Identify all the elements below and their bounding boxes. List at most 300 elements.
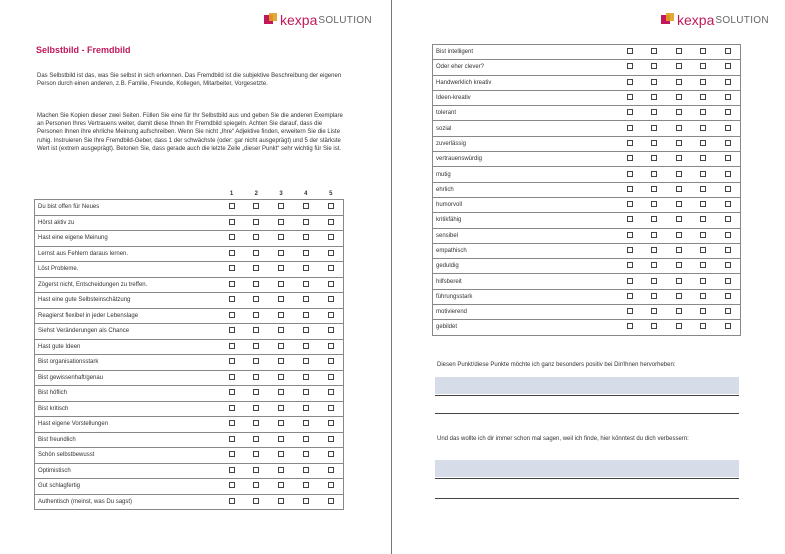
item-label: Hast gute Ideen (35, 339, 220, 355)
checkbox[interactable] (278, 482, 284, 488)
checkbox[interactable] (229, 498, 235, 504)
rating-cell (617, 167, 642, 182)
table-row (35, 370, 344, 386)
rating-cell (244, 417, 269, 433)
checkbox[interactable] (278, 312, 284, 318)
rating-cell (691, 305, 716, 320)
checkbox[interactable] (676, 125, 682, 131)
item-label: geduldig (433, 259, 618, 274)
checkbox[interactable] (328, 343, 334, 349)
checkbox[interactable] (278, 358, 284, 364)
checkbox[interactable] (700, 171, 706, 177)
rating-cell (642, 45, 667, 60)
checkbox[interactable] (700, 94, 706, 100)
self-rating-table (34, 189, 344, 510)
checkbox[interactable] (651, 201, 657, 207)
rating-cell (715, 197, 740, 212)
rating-cell (269, 200, 294, 216)
checkbox[interactable] (700, 186, 706, 192)
checkbox[interactable] (627, 216, 633, 222)
checkbox[interactable] (253, 420, 259, 426)
checkbox[interactable] (328, 374, 334, 380)
rating-cell (666, 305, 691, 320)
rating-cell (691, 60, 716, 75)
rating-cell (269, 370, 294, 386)
checkbox[interactable] (627, 48, 633, 54)
table-row (35, 231, 344, 247)
rating-cell (666, 106, 691, 121)
checkbox[interactable] (651, 94, 657, 100)
checkbox[interactable] (651, 247, 657, 253)
checkbox[interactable] (303, 482, 309, 488)
rating-cell (293, 479, 318, 495)
rating-cell (666, 167, 691, 182)
rating-cell (244, 324, 269, 340)
rating-cell (219, 355, 244, 371)
rating-cell (691, 274, 716, 289)
checkbox[interactable] (627, 308, 633, 314)
rating-cell (715, 274, 740, 289)
table-row (433, 121, 741, 136)
checkbox[interactable] (700, 308, 706, 314)
checkbox[interactable] (676, 262, 682, 268)
checkbox[interactable] (725, 125, 731, 131)
checkbox[interactable] (328, 219, 334, 225)
checkbox[interactable] (700, 155, 706, 161)
checkbox[interactable] (328, 498, 334, 504)
rating-cell (269, 494, 294, 510)
rating-cell (666, 75, 691, 90)
item-label: Gut schlagfertig (35, 479, 220, 495)
checkbox[interactable] (651, 109, 657, 115)
checkbox[interactable] (229, 467, 235, 473)
checkbox[interactable] (328, 327, 334, 333)
checkbox[interactable] (253, 389, 259, 395)
table-row (35, 417, 344, 433)
rating-cell (617, 90, 642, 105)
rating-cell (642, 228, 667, 243)
checkbox[interactable] (253, 451, 259, 457)
answer-line[interactable] (435, 413, 739, 414)
checkbox[interactable] (676, 94, 682, 100)
rating-cell (666, 289, 691, 304)
checkbox[interactable] (229, 482, 235, 488)
checkbox[interactable] (725, 247, 731, 253)
checkbox[interactable] (676, 186, 682, 192)
checkbox[interactable] (651, 262, 657, 268)
rating-cell (642, 60, 667, 75)
table-row (433, 90, 741, 105)
checkbox[interactable] (328, 296, 334, 302)
checkbox[interactable] (725, 323, 731, 329)
checkbox[interactable] (676, 232, 682, 238)
checkbox[interactable] (303, 312, 309, 318)
item-label: Lernst aus Fehlern daraus lernen. (35, 246, 220, 262)
table-row (433, 45, 741, 60)
checkbox[interactable] (676, 140, 682, 146)
rating-cell (318, 324, 343, 340)
checkbox[interactable] (278, 203, 284, 209)
checkbox[interactable] (725, 186, 731, 192)
checkbox[interactable] (676, 48, 682, 54)
checkbox[interactable] (229, 312, 235, 318)
checkbox[interactable] (328, 389, 334, 395)
checkbox[interactable] (700, 278, 706, 284)
checkbox[interactable] (303, 296, 309, 302)
checkbox[interactable] (627, 79, 633, 85)
answer-line[interactable] (435, 478, 739, 479)
checkbox[interactable] (229, 405, 235, 411)
checkbox[interactable] (229, 420, 235, 426)
rating-cell (691, 106, 716, 121)
rating-cell (219, 494, 244, 510)
checkbox[interactable] (278, 498, 284, 504)
checkbox[interactable] (229, 296, 235, 302)
checkbox[interactable] (253, 219, 259, 225)
rating-cell (715, 90, 740, 105)
checkbox[interactable] (700, 109, 706, 115)
checkbox[interactable] (303, 203, 309, 209)
checkbox[interactable] (253, 358, 259, 364)
checkbox[interactable] (328, 203, 334, 209)
checkbox[interactable] (278, 327, 284, 333)
checkbox[interactable] (278, 389, 284, 395)
rating-cell (293, 463, 318, 479)
rating-cell (666, 243, 691, 258)
trait-rating-table (432, 44, 741, 336)
checkbox[interactable] (725, 63, 731, 69)
checkbox[interactable] (229, 451, 235, 457)
checkbox[interactable] (303, 420, 309, 426)
checkbox[interactable] (278, 234, 284, 240)
answer-line[interactable] (435, 395, 739, 396)
checkbox[interactable] (303, 389, 309, 395)
checkbox[interactable] (700, 232, 706, 238)
checkbox[interactable] (725, 308, 731, 314)
checkbox[interactable] (229, 374, 235, 380)
logo-kexpa: kexpa (280, 12, 318, 28)
checkbox[interactable] (725, 155, 731, 161)
checkbox[interactable] (278, 219, 284, 225)
checkbox[interactable] (627, 201, 633, 207)
rating-cell (318, 246, 343, 262)
item-label: Löst Probleme. (35, 262, 220, 278)
checkbox[interactable] (328, 265, 334, 271)
checkbox[interactable] (725, 109, 731, 115)
checkbox[interactable] (627, 109, 633, 115)
checkbox[interactable] (676, 155, 682, 161)
checkbox[interactable] (253, 312, 259, 318)
checkbox[interactable] (303, 358, 309, 364)
checkbox[interactable] (303, 250, 309, 256)
checkbox[interactable] (676, 308, 682, 314)
checkbox[interactable] (725, 216, 731, 222)
checkbox[interactable] (253, 203, 259, 209)
table-row (35, 339, 344, 355)
checkbox[interactable] (627, 293, 633, 299)
table-row (35, 324, 344, 340)
rating-cell (269, 463, 294, 479)
checkbox[interactable] (651, 232, 657, 238)
checkbox[interactable] (627, 140, 633, 146)
checkbox[interactable] (229, 327, 235, 333)
checkbox[interactable] (700, 48, 706, 54)
table-row (35, 494, 344, 510)
rating-cell (318, 293, 343, 309)
table-row (35, 432, 344, 448)
checkbox[interactable] (328, 451, 334, 457)
checkbox[interactable] (700, 125, 706, 131)
checkbox[interactable] (627, 262, 633, 268)
checkbox[interactable] (303, 343, 309, 349)
rating-cell (269, 479, 294, 495)
checkbox[interactable] (328, 358, 334, 364)
checkbox[interactable] (229, 203, 235, 209)
rating-cell (318, 494, 343, 510)
checkbox[interactable] (229, 281, 235, 287)
answer-line[interactable] (435, 498, 739, 499)
brand-logo (264, 12, 372, 28)
checkbox[interactable] (676, 63, 682, 69)
checkbox[interactable] (651, 308, 657, 314)
rating-cell (318, 386, 343, 402)
checkbox[interactable] (303, 405, 309, 411)
checkbox[interactable] (627, 155, 633, 161)
rating-cell (293, 215, 318, 231)
rating-cell (642, 243, 667, 258)
checkbox[interactable] (651, 323, 657, 329)
checkbox[interactable] (627, 125, 633, 131)
checkbox[interactable] (651, 293, 657, 299)
rating-cell (617, 136, 642, 151)
rating-cell (219, 339, 244, 355)
checkbox[interactable] (328, 482, 334, 488)
scale-header: 5 (329, 191, 333, 197)
checkbox[interactable] (278, 265, 284, 271)
checkbox[interactable] (278, 405, 284, 411)
checkbox[interactable] (278, 281, 284, 287)
rating-cell (617, 289, 642, 304)
checkbox[interactable] (253, 234, 259, 240)
checkbox[interactable] (700, 247, 706, 253)
checkbox[interactable] (278, 420, 284, 426)
checkbox[interactable] (627, 186, 633, 192)
checkbox[interactable] (328, 436, 334, 442)
checkbox[interactable] (651, 79, 657, 85)
rating-cell (691, 152, 716, 167)
checkbox[interactable] (278, 374, 284, 380)
checkbox[interactable] (676, 323, 682, 329)
rating-cell (318, 370, 343, 386)
rating-cell (642, 167, 667, 182)
checkbox[interactable] (676, 201, 682, 207)
checkbox[interactable] (725, 94, 731, 100)
checkbox[interactable] (700, 216, 706, 222)
checkbox[interactable] (278, 451, 284, 457)
checkbox[interactable] (651, 63, 657, 69)
checkbox[interactable] (303, 265, 309, 271)
item-label: Du bist offen für Neues (35, 200, 220, 216)
checkbox[interactable] (651, 216, 657, 222)
rating-cell (244, 401, 269, 417)
checkbox[interactable] (253, 343, 259, 349)
checkbox[interactable] (676, 109, 682, 115)
checkbox[interactable] (725, 48, 731, 54)
checkbox[interactable] (253, 482, 259, 488)
checkbox[interactable] (328, 420, 334, 426)
checkbox[interactable] (725, 278, 731, 284)
checkbox[interactable] (278, 296, 284, 302)
rating-cell (269, 215, 294, 231)
checkbox[interactable] (303, 327, 309, 333)
checkbox[interactable] (627, 63, 633, 69)
checkbox[interactable] (700, 201, 706, 207)
rating-cell (617, 121, 642, 136)
table-row (35, 355, 344, 371)
rating-cell (293, 494, 318, 510)
checkbox[interactable] (700, 63, 706, 69)
rating-cell (715, 106, 740, 121)
checkbox[interactable] (700, 293, 706, 299)
checkbox[interactable] (303, 498, 309, 504)
checkbox[interactable] (229, 436, 235, 442)
checkbox[interactable] (253, 265, 259, 271)
checkbox[interactable] (303, 436, 309, 442)
rating-cell (642, 320, 667, 335)
checkbox[interactable] (229, 234, 235, 240)
checkbox[interactable] (627, 232, 633, 238)
table-row (433, 305, 741, 320)
rating-cell (244, 246, 269, 262)
rating-cell (691, 45, 716, 60)
checkbox[interactable] (627, 94, 633, 100)
checkbox[interactable] (676, 293, 682, 299)
rating-cell (715, 121, 740, 136)
rating-cell (642, 197, 667, 212)
rating-cell (715, 305, 740, 320)
checkbox[interactable] (229, 265, 235, 271)
checkbox[interactable] (700, 262, 706, 268)
checkbox[interactable] (725, 293, 731, 299)
logo-icon (264, 13, 278, 27)
checkbox[interactable] (253, 436, 259, 442)
rating-cell (219, 432, 244, 448)
checkbox[interactable] (278, 343, 284, 349)
checkbox[interactable] (725, 171, 731, 177)
checkbox[interactable] (676, 216, 682, 222)
item-label: zuverlässig (433, 136, 618, 151)
checkbox[interactable] (725, 201, 731, 207)
rating-cell (715, 136, 740, 151)
checkbox[interactable] (328, 234, 334, 240)
rating-cell (244, 463, 269, 479)
rating-cell (666, 228, 691, 243)
checkbox[interactable] (328, 405, 334, 411)
checkbox[interactable] (253, 405, 259, 411)
checkbox[interactable] (303, 374, 309, 380)
rating-cell (269, 293, 294, 309)
checkbox[interactable] (700, 140, 706, 146)
checkbox[interactable] (676, 278, 682, 284)
checkbox[interactable] (627, 171, 633, 177)
checkbox[interactable] (303, 281, 309, 287)
rating-cell (244, 386, 269, 402)
rating-cell (293, 401, 318, 417)
checkbox[interactable] (651, 125, 657, 131)
checkbox[interactable] (676, 79, 682, 85)
table-row (433, 289, 741, 304)
checkbox[interactable] (700, 79, 706, 85)
checkbox[interactable] (725, 232, 731, 238)
checkbox[interactable] (700, 323, 706, 329)
rating-cell (269, 355, 294, 371)
rating-cell (293, 355, 318, 371)
rating-cell (318, 479, 343, 495)
checkbox[interactable] (303, 234, 309, 240)
checkbox[interactable] (253, 498, 259, 504)
checkbox[interactable] (303, 219, 309, 225)
checkbox[interactable] (278, 436, 284, 442)
right-page (392, 0, 785, 554)
checkbox[interactable] (725, 79, 731, 85)
checkbox[interactable] (229, 250, 235, 256)
checkbox[interactable] (651, 278, 657, 284)
checkbox[interactable] (651, 48, 657, 54)
checkbox[interactable] (328, 250, 334, 256)
table-row (35, 463, 344, 479)
checkbox[interactable] (253, 374, 259, 380)
checkbox[interactable] (651, 186, 657, 192)
checkbox[interactable] (253, 281, 259, 287)
table-row (433, 228, 741, 243)
checkbox[interactable] (328, 312, 334, 318)
checkbox[interactable] (303, 451, 309, 457)
rating-cell (219, 262, 244, 278)
checkbox[interactable] (627, 323, 633, 329)
checkbox[interactable] (303, 467, 309, 473)
table-row (433, 75, 741, 90)
checkbox[interactable] (253, 467, 259, 473)
rating-cell (244, 339, 269, 355)
checkbox[interactable] (229, 343, 235, 349)
checkbox[interactable] (725, 140, 731, 146)
checkbox[interactable] (278, 467, 284, 473)
checkbox[interactable] (676, 247, 682, 253)
rating-cell (219, 417, 244, 433)
checkbox[interactable] (253, 327, 259, 333)
checkbox[interactable] (627, 278, 633, 284)
rating-cell (244, 262, 269, 278)
item-label: kritikfähig (433, 213, 618, 228)
table-row (35, 479, 344, 495)
checkbox[interactable] (229, 358, 235, 364)
checkbox[interactable] (725, 262, 731, 268)
checkbox[interactable] (278, 250, 284, 256)
checkbox[interactable] (651, 171, 657, 177)
checkbox[interactable] (627, 247, 633, 253)
checkbox[interactable] (229, 219, 235, 225)
checkbox[interactable] (328, 281, 334, 287)
checkbox[interactable] (676, 171, 682, 177)
checkbox[interactable] (253, 296, 259, 302)
checkbox[interactable] (229, 389, 235, 395)
checkbox[interactable] (651, 155, 657, 161)
table-row (433, 197, 741, 212)
rating-cell (715, 213, 740, 228)
checkbox[interactable] (328, 467, 334, 473)
checkbox[interactable] (253, 250, 259, 256)
checkbox[interactable] (651, 140, 657, 146)
